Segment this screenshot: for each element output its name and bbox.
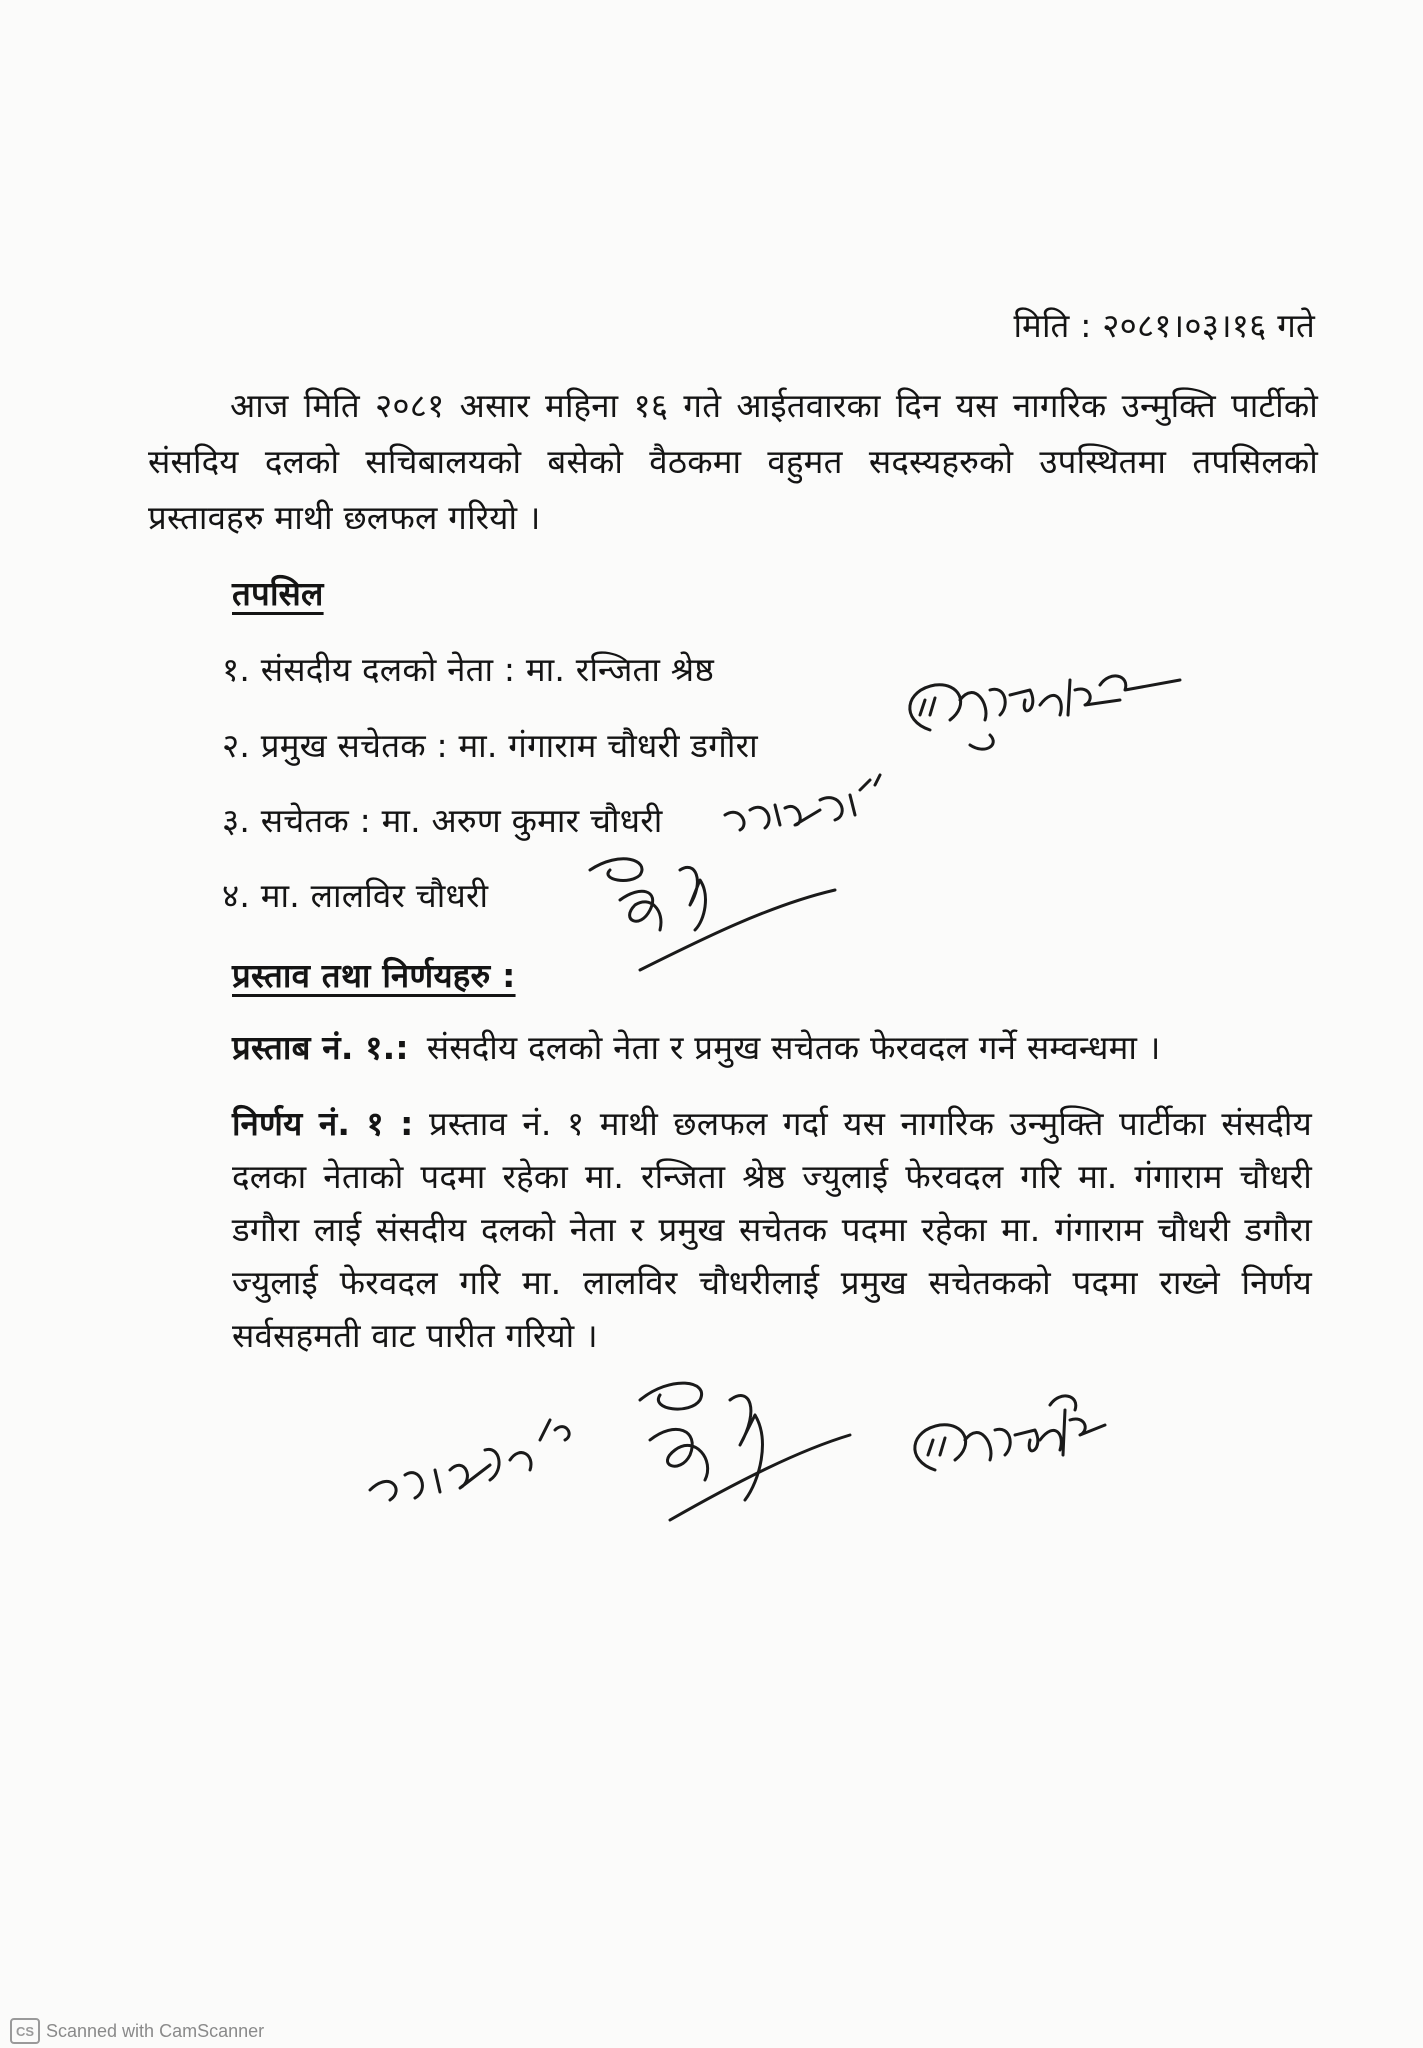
- member-item-member: ४. मा. लालविर चौधरी: [222, 876, 489, 915]
- signature-arun-upper: [720, 770, 900, 840]
- decision-1: [232, 1097, 1312, 1362]
- camscanner-logo-icon: CS: [10, 2018, 40, 2044]
- proposal-1-label: प्रस्ताब नं. १.:: [232, 1028, 409, 1067]
- signature-lalbir-lower: [630, 1370, 860, 1530]
- proposals-heading: प्रस्ताव तथा निर्णयहरु :: [232, 956, 516, 995]
- signature-gangaram-upper: [890, 660, 1190, 770]
- proposal-1-text: संसदीय दलको नेता र प्रमुख सचेतक फेरवदल गर्ने सम्वन्धमा ।: [426, 1028, 1161, 1067]
- member-item-chief-whip: २. प्रमुख सचेतक : मा. गंगाराम चौधरी डगौरा: [222, 726, 758, 765]
- camscanner-footer-text: Scanned with CamScanner: [46, 2020, 265, 2041]
- camscanner-footer: [10, 2018, 264, 2044]
- signature-gangaram-lower: [900, 1380, 1110, 1510]
- signature-lalbir-upper: [580, 850, 840, 980]
- decision-1-label: निर्णय नं. १ :: [232, 1104, 414, 1143]
- member-item-whip: ३. सचेतक : मा. अरुण कुमार चौधरी: [222, 801, 663, 840]
- member-item-leader: १. संसदीय दलको नेता : मा. रन्जिता श्रेष्ठ: [222, 650, 714, 689]
- tapasil-heading: तपसिल: [232, 574, 324, 613]
- decision-1-text: प्रस्ताव नं. १ माथी छलफल गर्दा यस नागरिक उन्मुक्ति पार्टीका संसदीय दलका नेताको पदमा रहेका मा. रन्जिता श्रेष्ठ ज्युलाई फेरवदल गरि मा. गंगाराम चौधरी डगौरा लाई संसदीय दलको नेता र प्रमुख सचेतक पदमा रहेका मा. गंगाराम चौधरी डगौरा ज्युलाई फेरवदल गरि मा. लालविर चौधरीलाई प्रमुख सचेतकको पदमा राख्ने निर्णय सर्वसहमती वाट पारीत गरियो ।: [232, 1104, 1312, 1355]
- proposal-1: [232, 1020, 1161, 1076]
- date-line: मिति : २०८१।०३।१६ गते: [1013, 306, 1315, 345]
- intro-paragraph: आज मिति २०८१ असार महिना १६ गते आईतवारका दिन यस नागरिक उन्मुक्ति पार्टीको संसदिय दलको सचिबालयको बसेको वैठकमा वहुमत सदस्यहरुको उपस्थितमा तपसिलको प्रस्तावहरु माथी छलफल गरियो ।: [148, 386, 1318, 537]
- signature-arun-lower: [360, 1380, 590, 1520]
